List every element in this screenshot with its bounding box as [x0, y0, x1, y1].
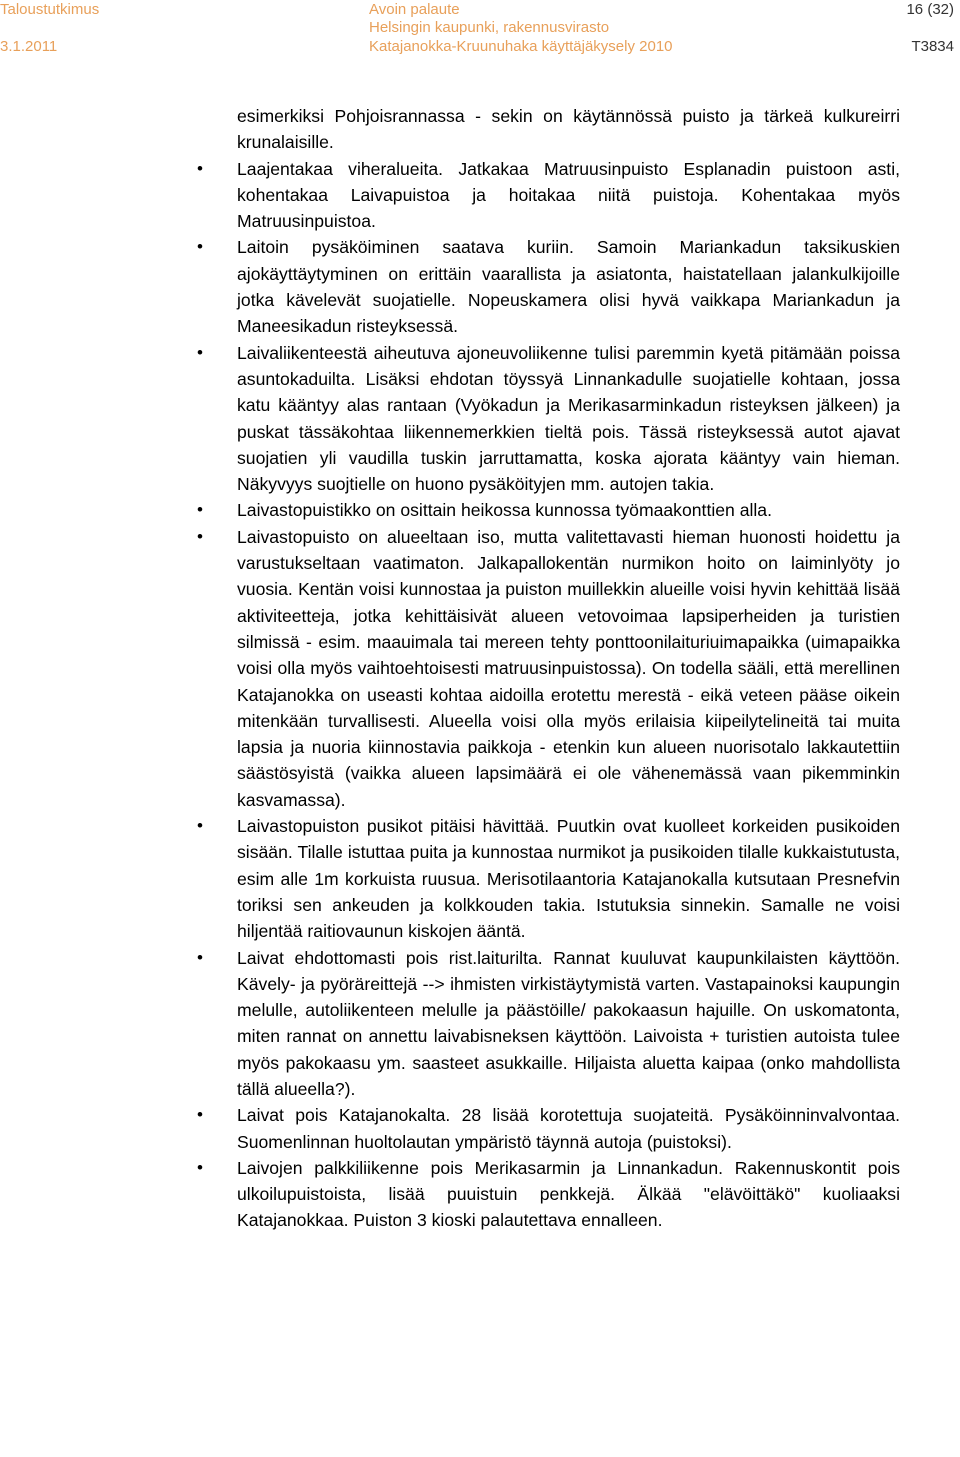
- bullet-icon: •: [197, 947, 203, 967]
- list-item-text: Laivastopuistikko on osittain heikossa kunnossa työmaakonttien alla.: [237, 500, 772, 521]
- list-item: [189, 234, 900, 339]
- list-item-text: Laivat ehdottomasti pois rist.laiturilta. Rannat kuuluvat kaupunkilaisten käyttöön. Kävely- ja pyöräreittejä --> ihmisten virkistäytymistä varten. Vastapainoksi kaupungin melulle, autoliikenteen melulle ja päästöille/ pakokaasun hajuille. On uskomatonta, miten rannat on annettu laivabisneksen käyttöön. Laivoista + turistien autoista tulee myös pakokaasu ym. saasteet asukkaille. Hiljaista aluetta kaipaa (onko mahdollista tällä alueella?).: [237, 947, 900, 1099]
- list-item-text: Laivojen palkkiliikenne pois Merikasarmin ja Linnankadun. Rakennuskontit pois ulkoilupuistoista, lisää puuistuin penkkejä. Älkää "elävöittäkö" kuoliaaksi Katajanokkaa. Puiston 3 kioski palautettava ennalleen.: [237, 1157, 900, 1231]
- survey-title: Katajanokka-Kruunuhaka käyttäjäkysely 2010: [369, 38, 673, 55]
- list-item: [189, 524, 900, 813]
- list-item-text: Laivastopuiston pusikot pitäisi hävittää. Puutkin ovat kuolleet korkeiden pusikoiden sisään. Tilalle istuttaa puita ja kunnostaa nurmikot ja pusikoiden tilalle kukkaistutusta, esim alle 1m korkuista ruusua. Merisotilaantoria Katajanokalla kutsutaan Presnefvin toriksi sen ankeuden ja kolkkouden takia. Istutuksia sinnekin. Samalle ne voisi hiljentää raitiovaunun kiskojen ääntä.: [237, 816, 900, 942]
- bullet-icon: •: [197, 500, 203, 520]
- list-item: [189, 497, 900, 523]
- bullet-icon: •: [197, 1105, 203, 1125]
- list-item: [189, 340, 900, 498]
- list-item: [189, 945, 900, 1103]
- client-name: Helsingin kaupunki, rakennusvirasto: [369, 19, 610, 36]
- bullet-icon: •: [197, 158, 203, 178]
- project-code: T3834: [911, 38, 954, 55]
- feedback-list: [189, 156, 900, 1234]
- bullet-icon: •: [197, 526, 203, 546]
- company-name: Taloustutkimus: [0, 1, 100, 18]
- continuation-text: esimerkiksi Pohjoisrannassa - sekin on käytännössä puisto ja tärkeä kulkureirri krunalaisille.: [237, 106, 900, 153]
- list-item: [189, 1155, 900, 1234]
- section-title: Avoin palaute: [369, 1, 460, 18]
- list-item-text: Laivastopuisto on alueeltaan iso, mutta valitettavasti hieman huonosti hoidettu ja varustukseltaan vaatimaton. Jalkapallokentän nurmikon hoito on laiminlyöty jo vuosia. Kentän voisi kunnostaa ja puiston muillekkin alueille voisi hyvin kehittää lisää aktiviteetteja, jotka kehittäisivät alueen vetovoimaa lapsiperheiden ja turistien silmissä - esim. maauimala tai mereen tehty ponttoonilaituriuimapaikka (uimapaikka voisi olla myös vaihtoehtoisesti matruusinpuistossa). On todella sääli, että merellinen Katajanokka on useasti kohtaa aidoilla erotettu merestä - eikä veteen pääse oikein mitenkään turvallisesti. Alueella voisi olla myös erilaisia kiipeilytelineitä tai muita lapsia ja nuoria kiinnostavia paikkoja - etenkin kun alueen nuorisotalo lakkautettiin säästösyistä (vaikka alueen lapsimäärä ei ole vähenemässä vaan pikemminkin kasvamassa).: [237, 526, 900, 810]
- bullet-icon: •: [197, 816, 203, 836]
- page-number: 16 (32): [906, 1, 954, 18]
- report-date: 3.1.2011: [0, 38, 58, 55]
- list-item-text: Laitoin pysäköiminen saatava kuriin. Samoin Mariankadun taksikuskien ajokäyttäytyminen on erittäin vaarallista ja asiatonta, haistatellaan jalankulkijoille jotka kävelevät suojatielle. Nopeuskamera olisi hyvä vaikkapa Mariankadun ja Maneesikadun risteyksessä.: [237, 237, 900, 337]
- list-item-text: Laivaliikenteestä aiheutuva ajoneuvoliikenne tulisi paremmin kyetä pitämään poissa asuntokaduilta. Lisäksi ehdotan töyssyä Linnankadulle suojatielle kohtaan, jossa katu kääntyy alas rantaan (Vyökadun ja Merikasarminkadun risteyksen jälkeen) ja puskat tässäkohtaa liikennemerkkien tieltä pois. Tässä risteyksessä autot ajavat suojatien yli vaudilla tuskin jarruttamatta, koska ajorata kääntyy vain hieman. Näkyvyys suojtielle on huono pysäköityjen mm. autojen takia.: [237, 342, 900, 495]
- bullet-icon: •: [197, 237, 203, 257]
- bullet-icon: •: [197, 342, 203, 362]
- list-item: [189, 1102, 900, 1155]
- list-item: [189, 156, 900, 235]
- feedback-content: [189, 103, 900, 1234]
- list-item-text: Laajentakaa viheralueita. Jatkakaa Matruusinpuisto Esplanadin puistoon asti, kohentakaa Laivapuistoa ja hoitakaa niitä puistoja. Kohentakaa myös Matruusinpuistoa.: [237, 158, 900, 232]
- page-header: [0, 0, 960, 60]
- list-item: [189, 813, 900, 944]
- bullet-icon: •: [197, 1157, 203, 1177]
- list-item-text: Laivat pois Katajanokalta. 28 lisää korotettuja suojateitä. Pysäköinninvalvontaa. Suomenlinnan huoltolautan ympäristö täynnä autoja (puistoksi).: [237, 1105, 900, 1152]
